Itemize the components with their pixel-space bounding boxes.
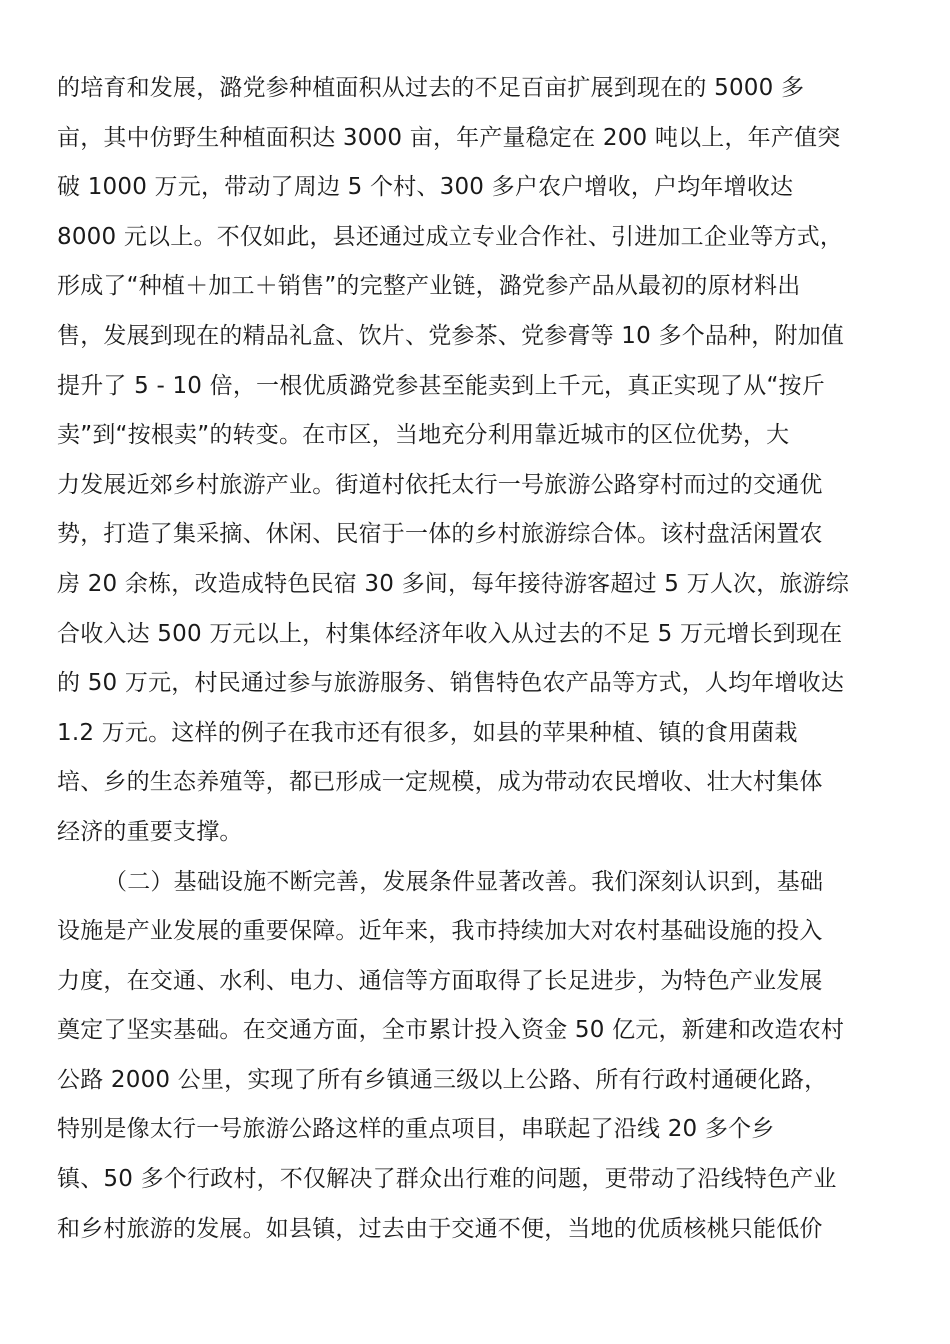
text-line: 经济的重要支撑。	[57, 818, 243, 845]
paragraph-1	[57, 64, 897, 858]
text-line: 力度，在交通、水利、电力、通信等方面取得了长足进步，为特色产业发展	[57, 967, 823, 994]
text-line: 培、乡的生态养殖等，都已形成一定规模，成为带动农民增收、壮大村集体	[57, 769, 823, 796]
text-line: 合收入达 500 万元以上，村集体经济年收入从过去的不足 5 万元增长到现在	[57, 620, 843, 647]
text-line: 售，发展到现在的精品礼盒、饮片、党参茶、党参膏等 10 多个品种，附加值	[57, 322, 845, 349]
text-line: 8000 元以上。不仅如此，县还通过成立专业合作社、引进加工企业等方式，	[57, 223, 844, 250]
text-line: 提升了 5 - 10 倍，一根优质潞党参甚至能卖到上千元，真正实现了从“按斤	[57, 372, 825, 399]
text-line: （二）基础设施不断完善，发展条件显著改善。我们深刻认识到，基础	[104, 868, 824, 895]
text-line: 镇、50 多个行政村，不仅解决了群众出行难的问题，更带动了沿线特色产业	[57, 1166, 837, 1193]
text-line: 1.2 万元。这样的例子在我市还有很多，如县的苹果种植、镇的食用菌栽	[57, 719, 798, 746]
text-line: 设施是产业发展的重要保障。近年来，我市持续加大对农村基础设施的投入	[57, 918, 823, 945]
text-line: 力发展近郊乡村旅游产业。街道村依托太行一号旅游公路穿村而过的交通优	[57, 471, 823, 498]
text-line: 房 20 余栋，改造成特色民宿 30 多间，每年接待游客超过 5 万人次，旅游综	[57, 570, 850, 597]
text-line: 的 50 万元，村民通过参与旅游服务、销售特色农产品等方式，人均年增收达	[57, 670, 845, 697]
text-line: 破 1000 万元，带动了周边 5 个村、300 多户农户增收，户均年增收达	[57, 174, 794, 201]
text-line: 卖”到“按根卖”的转变。在市区，当地充分利用靠近城市的区位优势，大	[57, 422, 790, 449]
paragraph-2	[57, 858, 897, 1255]
text-line: 特别是像太行一号旅游公路这样的重点项目，串联起了沿线 20 多个乡	[57, 1116, 775, 1143]
text-line: 的培育和发展，潞党参种植面积从过去的不足百亩扩展到现在的 5000 多	[57, 75, 805, 101]
text-line: 亩，其中仿野生种植面积达 3000 亩，年产量稳定在 200 吨以上，年产值突	[57, 124, 841, 151]
document-body	[57, 64, 897, 1254]
text-line: 形成了“种植＋加工＋销售”的完整产业链，潞党参产品从最初的原材料出	[57, 273, 801, 300]
text-line: 公路 2000 公里，实现了所有乡镇通三级以上公路、所有行政村通硬化路，	[57, 1066, 828, 1093]
text-line: 势，打造了集采摘、休闲、民宿于一体的乡村旅游综合体。该村盘活闲置农	[57, 521, 823, 548]
text-line: 和乡村旅游的发展。如县镇，过去由于交通不便，当地的优质核桃只能低价	[57, 1215, 823, 1242]
text-line: 奠定了坚实基础。在交通方面，全市累计投入资金 50 亿元，新建和改造农村	[57, 1017, 845, 1044]
